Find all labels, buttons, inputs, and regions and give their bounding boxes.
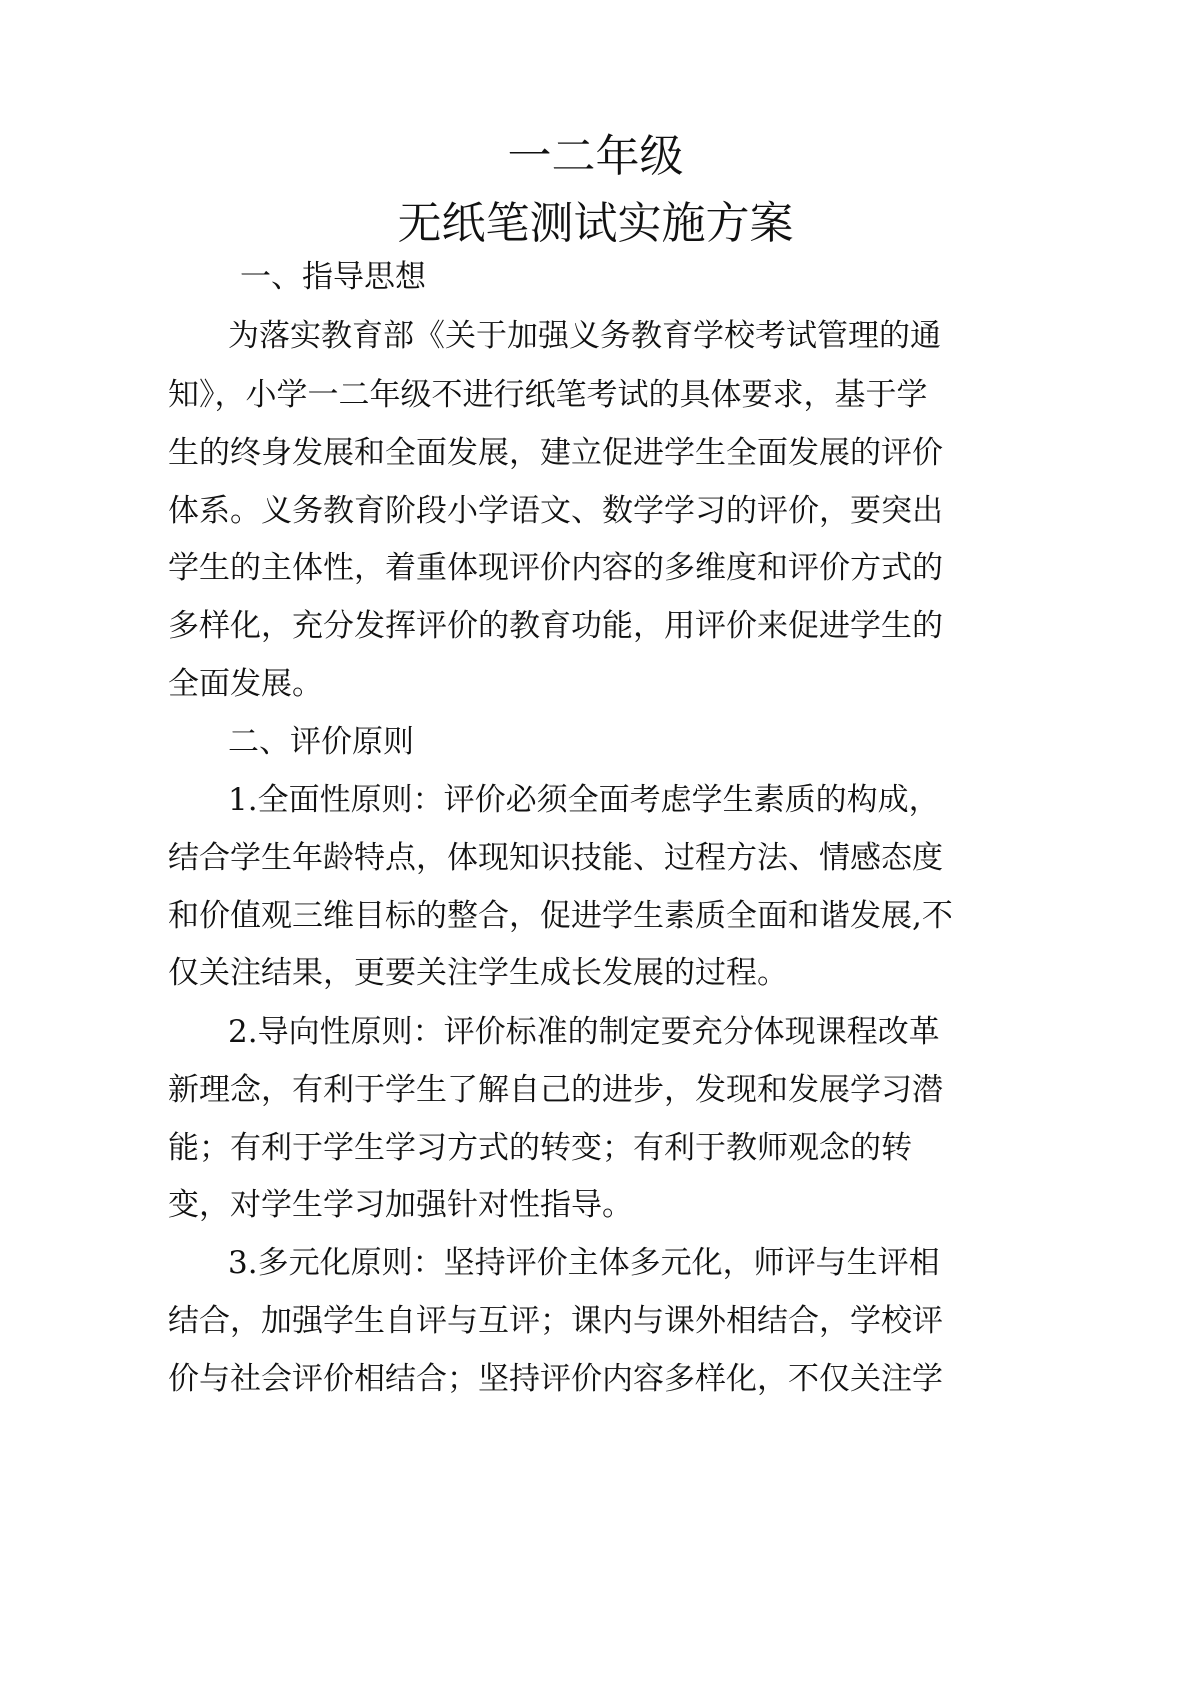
- paragraph-line: 新理念，有利于学生了解自己的进步，发现和发展学习潜: [168, 1072, 943, 1108]
- paragraph-line: 3.多元化原则：坚持评价主体多元化，师评与生评相: [228, 1245, 940, 1281]
- paragraph-line: 2.导向性原则：评价标准的制定要充分体现课程改革: [228, 1014, 940, 1050]
- paragraph-line: 仅关注结果，更要关注学生成长发展的过程。: [168, 955, 788, 991]
- document-title-line-1: 一二年级: [507, 131, 684, 182]
- paragraph-line: 全面发展。: [168, 666, 323, 702]
- paragraph-line: 知》，小学一二年级不进行纸笔考试的具体要求，基于学: [168, 377, 928, 413]
- paragraph-line: 价与社会评价相结合；坚持评价内容多样化，不仅关注学: [168, 1361, 943, 1397]
- section-heading-guiding-ideology: 一、指导思想: [240, 259, 426, 295]
- paragraph-line: 学生的主体性，着重体现评价内容的多维度和评价方式的: [168, 550, 943, 586]
- paragraph-line: 能；有利于学生学习方式的转变；有利于教师观念的转: [168, 1130, 912, 1166]
- paragraph-line: 和价值观三维目标的整合，促进学生素质全面和谐发展,不: [168, 898, 953, 934]
- paragraph-line: 生的终身发展和全面发展，建立促进学生全面发展的评价: [168, 435, 943, 471]
- paragraph-line: 1.全面性原则：评价必须全面考虑学生素质的构成，: [228, 782, 940, 818]
- paragraph-line: 结合学生年龄特点，体现知识技能、过程方法、情感态度: [168, 840, 943, 876]
- paragraph-line: 体系。义务教育阶段小学语文、数学学习的评价，要突出: [168, 493, 943, 529]
- paragraph-line: 结合，加强学生自评与互评；课内与课外相结合，学校评: [168, 1303, 943, 1339]
- paragraph-line: 变，对学生学习加强针对性指导。: [168, 1187, 633, 1223]
- section-heading-evaluation-principles: 二、评价原则: [228, 724, 414, 760]
- document-title-line-2: 无纸笔测试实施方案: [397, 198, 794, 249]
- paragraph-line: 多样化，充分发挥评价的教育功能，用评价来促进学生的: [168, 608, 943, 644]
- paragraph-line: 为落实教育部《关于加强义务教育学校考试管理的通: [228, 318, 941, 354]
